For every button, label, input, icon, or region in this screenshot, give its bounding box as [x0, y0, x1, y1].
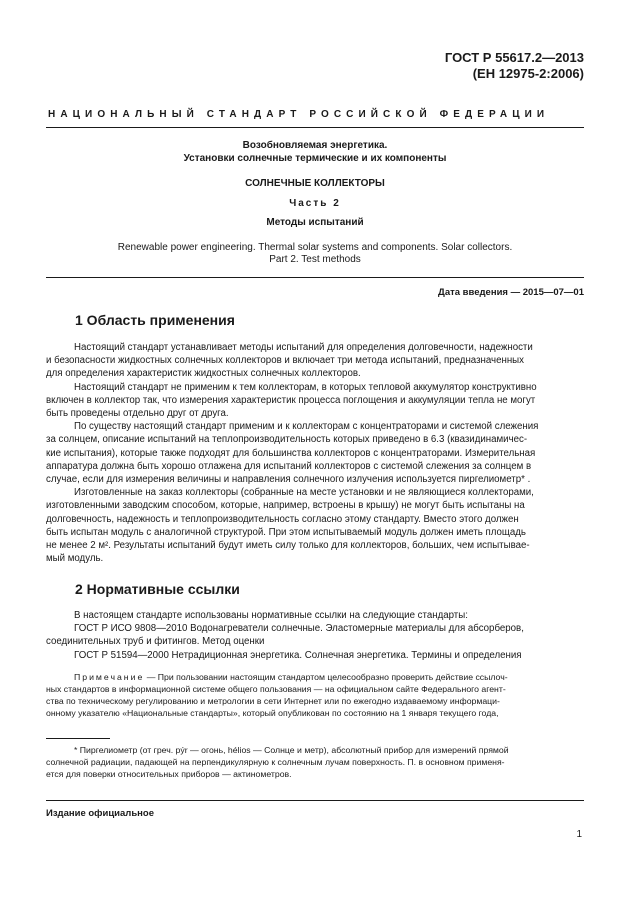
note-line: ства по техническому регулированию и метрологии в сети Интернет или по ежегодно издаваемому информаци- [46, 696, 500, 706]
note-line: ных стандартов в информационной системе общего пользования — на официальном сайте Федерального агент- [46, 684, 506, 694]
footer-divider [46, 800, 584, 801]
note-block [46, 671, 584, 719]
reference-line: ГОСТ Р 51594—2000 Нетрадиционная энергетика. Солнечная энергетика. Термины и определения [74, 649, 522, 661]
body-line: Настоящий стандарт не применим к тем коллекторам, в которых тепловой аккумулятор конструктивно [74, 381, 537, 393]
note-line: — При пользовании настоящим стандартом целесообразно проверить действие ссылоч- [144, 672, 508, 682]
english-title-line-1: Renewable power engineering. Thermal solar systems and components. Solar collectors. [117, 242, 513, 253]
standard-code-block [445, 50, 584, 82]
body-line: мый модуль. [46, 553, 104, 565]
section-1-body [46, 341, 584, 565]
body-line: По существу настоящий стандарт применим и к коллекторам с концентраторами и системой слежения [74, 421, 539, 433]
footnote-divider [46, 738, 110, 739]
body-line: за солнцем, описание испытаний на теплопроизводительность которых приведено в 6.3 (квазидинамичес- [46, 434, 528, 446]
body-line: быть проведены отдельно друг от друга. [46, 408, 229, 420]
note-label: Примечание [74, 672, 145, 682]
body-line: не менее 2 м². Результаты испытаний будут иметь силу только для коллекторов, больших, чем испытывае- [46, 540, 530, 552]
footnote-line: солнечной радиации, падающей на перпендикулярную к солнечным лучам поверхность. П. в основном применя- [46, 757, 505, 767]
english-title-line-2: Part 2. Test methods [269, 254, 361, 265]
body-line: В настоящем стандарте использованы нормативные ссылки на следующие стандарты: [74, 610, 468, 621]
part-label: Часть 2 [289, 198, 341, 209]
body-line: быть испытан модуль с аналогичной структурой. При этом испытываемый модуль должен иметь площадь [46, 526, 526, 538]
section-1-heading: 1 Область применения [75, 312, 235, 328]
body-line: Настоящий стандарт устанавливает методы испытаний для определения долговечности, надежности [74, 342, 533, 353]
body-line: Изготовленные на заказ коллекторы (собранные на месте установки и не являющиеся коллекторами, [74, 487, 534, 499]
body-line: для определения характеристик жидкостных солнечных коллекторов. [46, 368, 361, 380]
body-line: включен в коллектор так, что измерения характеристик процесса поглощения и аккумуляции тепла не могут [46, 394, 536, 406]
body-line: случае, если для измерения величины и направления солнечного излучения используется пиргелиометр* . [46, 474, 531, 486]
reference-line: соединительных труб и фитингов. Метод оценки [46, 636, 265, 648]
header-divider [46, 127, 584, 128]
body-line: долговечность, надежность и теплопроизводительность согласно этому стандарту. Вместо этого должен [46, 513, 519, 525]
title-line-2: Установки солнечные термические и их компоненты [183, 153, 447, 164]
subtitle: СОЛНЕЧНЫЕ КОЛЛЕКТОРЫ [245, 178, 385, 189]
footnote-line: * Пиргелиометр (от греч. pýr — огонь, hélios — Солнце и метр), абсолютный прибор для измерений прямой [74, 745, 509, 755]
body-line: изготовленными заводским способом, которые, например, встроены в крышу) не могут быть испытаны на [46, 500, 525, 512]
methods-title: Методы испытаний [266, 217, 364, 228]
standard-code: ГОСТ Р 55617.2—2013 [444, 50, 584, 65]
en-equivalent-code: (ЕН 12975-2:2006) [472, 66, 584, 81]
section-2-heading: 2 Нормативные ссылки [75, 581, 240, 597]
reference-line: ГОСТ Р ИСО 9808—2010 Водонагреватели солнечные. Эластомерные материалы для абсорберов, [74, 623, 524, 635]
body-line: аппаратура должна быть хорошо отлажена для испытаний коллекторов с системой слежения за солнцем в [46, 460, 532, 472]
note-line: онному указателю «Национальные стандарты», который опубликован по состоянию на 1 января текущего года, [46, 708, 499, 718]
national-standard-banner: НАЦИОНАЛЬНЫЙ СТАНДАРТ РОССИЙСКОЙ ФЕДЕРАЦИИ [48, 109, 550, 120]
section-2-body [46, 609, 584, 662]
page-number: 1 [576, 829, 582, 840]
edition-label: Издание официальное [46, 808, 154, 819]
body-line: кие испытания), которые также подходят для большинства коллекторов с концентраторами. Измерительная [46, 447, 536, 459]
title-line-1: Возобновляемая энергетика. [242, 140, 388, 151]
effective-date: Дата введения — 2015—07—01 [438, 287, 584, 298]
body-line: и безопасности жидкостных солнечных коллекторов и включает три метода испытаний, предназначенных [46, 355, 524, 367]
footnote-block [46, 744, 584, 780]
title-divider [46, 277, 584, 278]
footnote-line: ется для поверки относительных приборов — актинометров. [46, 769, 292, 779]
